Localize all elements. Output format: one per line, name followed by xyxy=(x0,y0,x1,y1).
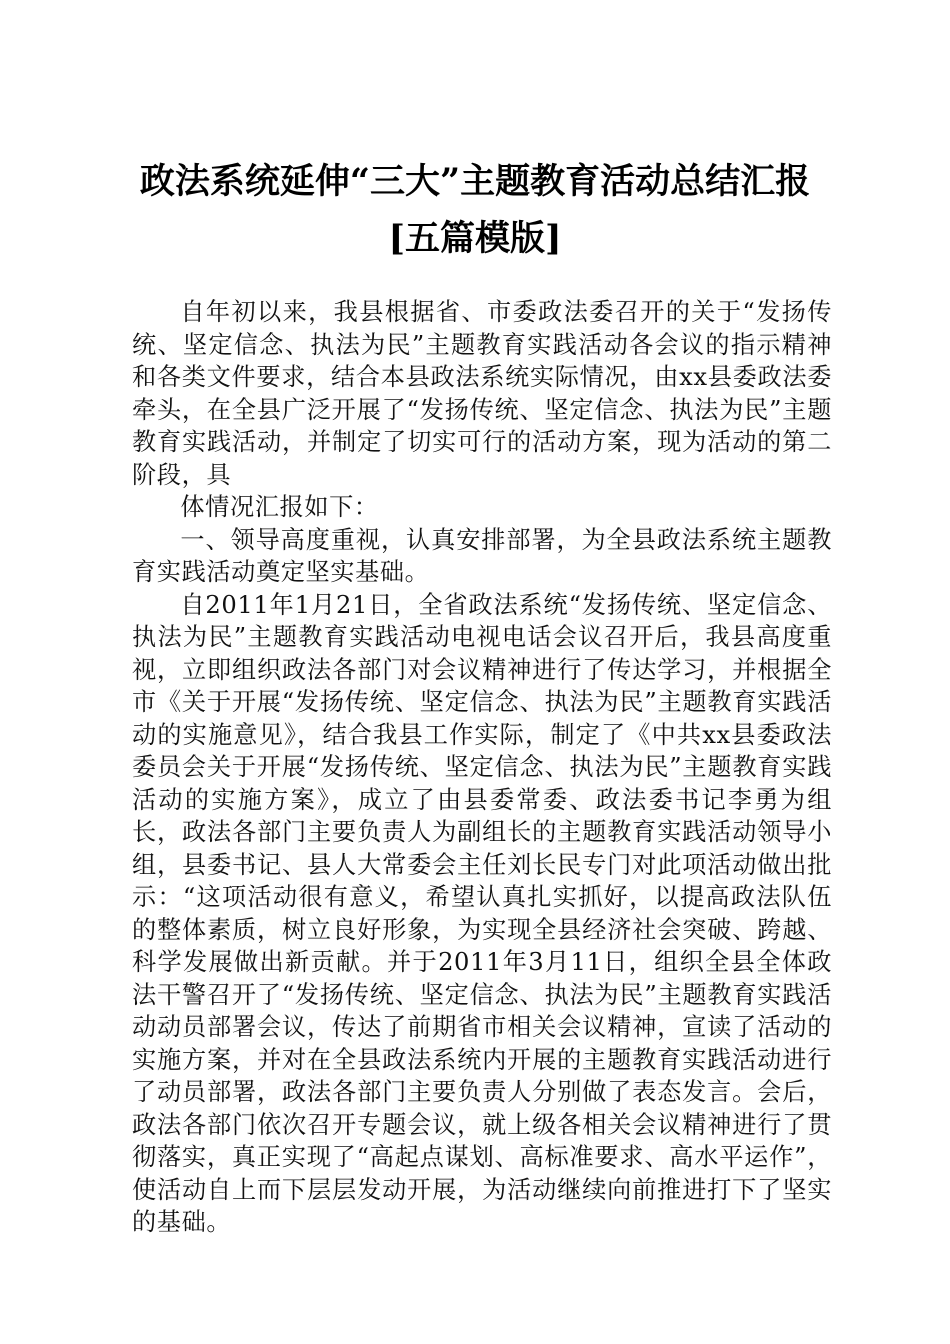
paragraph-section-body-1: 自2011年1月21日，全省政法系统“发扬传统、坚定信念、执法为民”主题教育实践活动电视电话会议召开后，我县高度重视，立即组织政法各部门对会议精神进行了传达学习，并根据全市《关于开展“发扬传统、坚定信念、执法为民”主题教育实践活动的实施意见》，结合我县工作实际，制定了《中共xx县委政法委员会关于开展“发扬传统、坚定信念、执法为民”主题教育实践活动的实施方案》，成立了由县委常委、政法委书记李勇为组长，政法各部门主要负责人为副组长的主题教育实践活动领导小组，县委书记、县人大常委会主任刘长民专门对此项活动做出批示：“这项活动很有意义，希望认真扎实抓好，以提高政法队伍的整体素质，树立良好形象，为实现全县经济社会突破、跨越、科学发展做出新贡献。并于2011年3月11日，组织全县全体政法干警召开了“发扬传统、坚定信念、执法为民”主题教育实践活动动员部署会议，传达了前期省市相关会议精神，宣读了活动的实施方案，并对在全县政法系统内开展的主题教育实践活动进行了动员部署，政法各部门主要负责人分别做了表态发言。会后，政法各部门依次召开专题会议，就上级各相关会议精神进行了贯彻落实，真正实现了“高起点谋划、高标准要求、高水平运作”，使活动自上而下层层发动开展，为活动继续向前推进打下了坚实的基础。 xyxy=(132,590,832,1236)
paragraph-intro: 自年初以来，我县根据省、市委政法委召开的关于“发扬传统、坚定信念、执法为民”主题教育实践活动各会议的指示精神和各类文件要求，结合本县政法系统实际情况，由xx县委政法委牵头，在全县广泛开展了“发扬传统、坚定信念、执法为民”主题教育实践活动，并制定了切实可行的活动方案，现为活动的第二阶段，具 xyxy=(132,298,832,489)
document-body xyxy=(132,296,832,1239)
paragraph-section-heading-1: 一、领导高度重视，认真安排部署，为全县政法系统主题教育实践活动奠定坚实基础。 xyxy=(132,525,832,586)
document-title: 政法系统延伸“三大”主题教育活动总结汇报 xyxy=(139,161,811,202)
paragraph-intro-continued: 体情况汇报如下： xyxy=(180,493,379,521)
document-subtitle: [五篇模版] xyxy=(388,218,562,259)
